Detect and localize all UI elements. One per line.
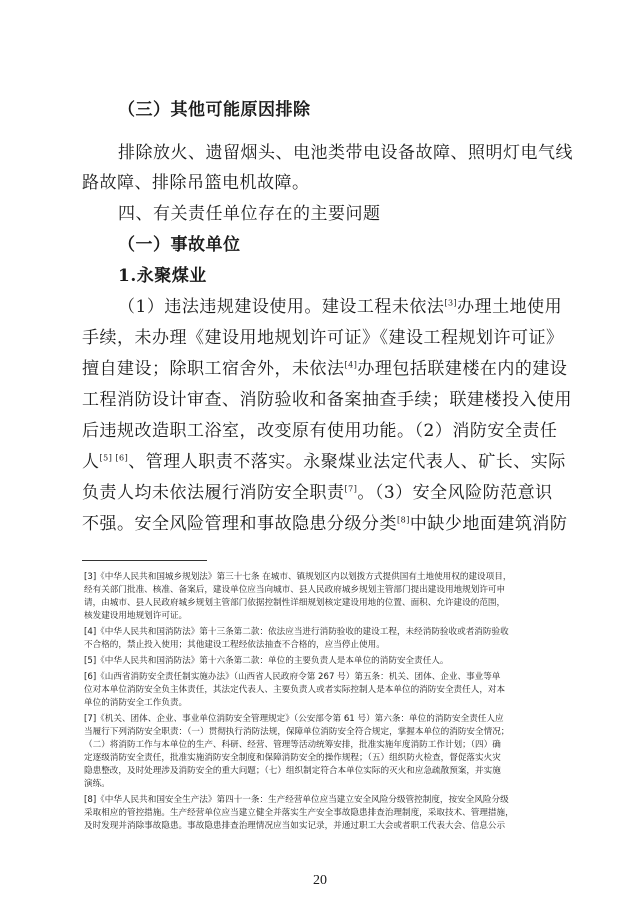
text-run: 不强。安全风险管理和事故隐患分级分类 [82, 514, 397, 534]
footnote-ref[interactable]: [7] [344, 484, 358, 494]
footnote-ref[interactable]: [3] [444, 298, 458, 308]
footnote-ref[interactable]: [4] [344, 360, 358, 370]
footnote-3: 经有关部门批准、核准、备案后，建设单位应当向城市、县人民政府城乡规划主管部门提出建设用地规划许可申 [84, 585, 506, 595]
footnote-3: 核发建设用地规划许可证。 [84, 611, 188, 621]
paragraph-line [82, 449, 566, 475]
footnote-7: [7]《机关、团体、企业、事业单位消防安全管理规定》（公安部令第 61 号）第六条：单位的消防安全责任人应 [84, 714, 504, 724]
footnote-6: [6]《山西省消防安全责任制实施办法》（山西省人民政府令第 267 号）第五条：机关、团体、企业、事业等单 [84, 672, 501, 682]
paragraph-line: 工程消防设计审查、消防验收和备案抽查手续；联建楼投入使用 [82, 390, 572, 410]
text-run: 办理土地使用 [457, 297, 563, 317]
section-heading-other-causes: （三）其他可能原因排除 [118, 100, 311, 120]
section-heading-responsibility: 四、有关责任单位存在的主要问题 [118, 204, 381, 224]
section-heading-accident-unit: （一）事故单位 [118, 235, 241, 255]
footnote-7: 隐患整改，及时处理涉及消防安全的重大问题；（七）组织制定符合本单位实际的灭火和应急疏散预案，并实施 [84, 766, 501, 776]
footnote-6: 单位的消防安全工作负责。 [84, 698, 188, 708]
paragraph-line: 路故障、排除吊篮电机故障。 [82, 173, 310, 193]
text-run: 负责人均未依法履行消防安全职责 [82, 483, 345, 503]
paragraph-line: 后违规改造职工浴室，改变原有使用功能。（2）消防安全责任 [82, 421, 558, 441]
footnote-8: 及时发现并消除事故隐患。事故隐患排查治理情况应当如实记录，并通过职工大会或者职工代表大会、信息公示 [84, 821, 506, 831]
text-run: 人 [82, 452, 100, 472]
paragraph-line [82, 511, 568, 537]
footnote-5: [5]《中华人民共和国消防法》第十六条第二款：单位的主要负责人是本单位的消防安全责任人。 [84, 656, 449, 666]
footnote-8: [8]《中华人民共和国安全生产法》第四十一条：生产经营单位应当建立安全风险分级管控制度，按安全风险分级 [84, 795, 509, 805]
footnote-7: 当履行下列消防安全职责：（一）贯彻执行消防法规，保障单位消防安全符合规定，掌握本单位的消防安全情况； [84, 727, 510, 737]
footnote-6: 位对本单位消防安全负主体责任，其法定代表人、主要负责人或者实际控制人是本单位的消防安全责任人，对本 [84, 685, 506, 695]
paragraph-line [82, 356, 568, 382]
text-run: 中缺少地面建筑消防 [409, 514, 568, 534]
footnote-ref[interactable]: [5] [6] [99, 453, 129, 463]
text-run: 、管理人职责不落实。永聚煤业法定代表人、矿长、实际 [128, 452, 566, 472]
paragraph-line: 手续，未办理《建设用地规划许可证》《建设工程规划许可证》 [82, 328, 564, 348]
paragraph-line: 排除放火、遗留烟头、电池类带电设备故障、照明灯电气线 [118, 143, 573, 163]
text-run: 。（3）安全风险防范意识 [357, 483, 553, 503]
footnote-4: 不合格的，禁止投入使用；其他建设工程经依法抽查不合格的，应当停止使用。 [84, 640, 385, 650]
footnote-3: [3]《中华人民共和国城乡规划法》第三十七条 在城市、镇规划区内以划拨方式提供国有土地使用权的建设项目， [84, 572, 512, 582]
paragraph-line [82, 480, 553, 506]
text-run: 擅自建设；除职工宿舍外，未依法 [82, 359, 345, 379]
footnote-3: 请，由城市、县人民政府城乡规划主管部门依据控制性详细规划核定建设用地的位置、面积、允许建设的范围， [84, 598, 506, 608]
footnote-ref[interactable]: [8] [397, 515, 410, 525]
section-heading-yongju: 1.永聚煤业 [118, 266, 207, 286]
text-run: 办理包括联建楼在内的建设 [357, 359, 568, 379]
footnote-separator [82, 560, 207, 561]
footnote-7: 演练。 [84, 779, 110, 789]
text-run: （1）违法违规建设使用。建设工程未依法 [118, 297, 445, 317]
footnote-7: 定逐级消防安全责任，批准实施消防安全制度和保障消防安全的操作规程；（五）组织防火检查，督促落实火灾 [84, 753, 501, 763]
paragraph-line [118, 294, 563, 320]
footnote-8: 采取相应的管控措施。生产经营单位应当建立健全并落实生产安全事故隐患排查治理制度，采取技术、管理措施， [84, 808, 514, 818]
footnote-4: [4]《中华人民共和国消防法》第十三条第二款：依法应当进行消防验收的建设工程，未经消防验收或者消防验收 [84, 627, 509, 637]
page-number: 20 [313, 873, 327, 888]
footnote-7: （二）将消防工作与本单位的生产、科研、经营、管理等活动统筹安排，批准实施年度消防工作计划；（四）确 [84, 740, 501, 750]
